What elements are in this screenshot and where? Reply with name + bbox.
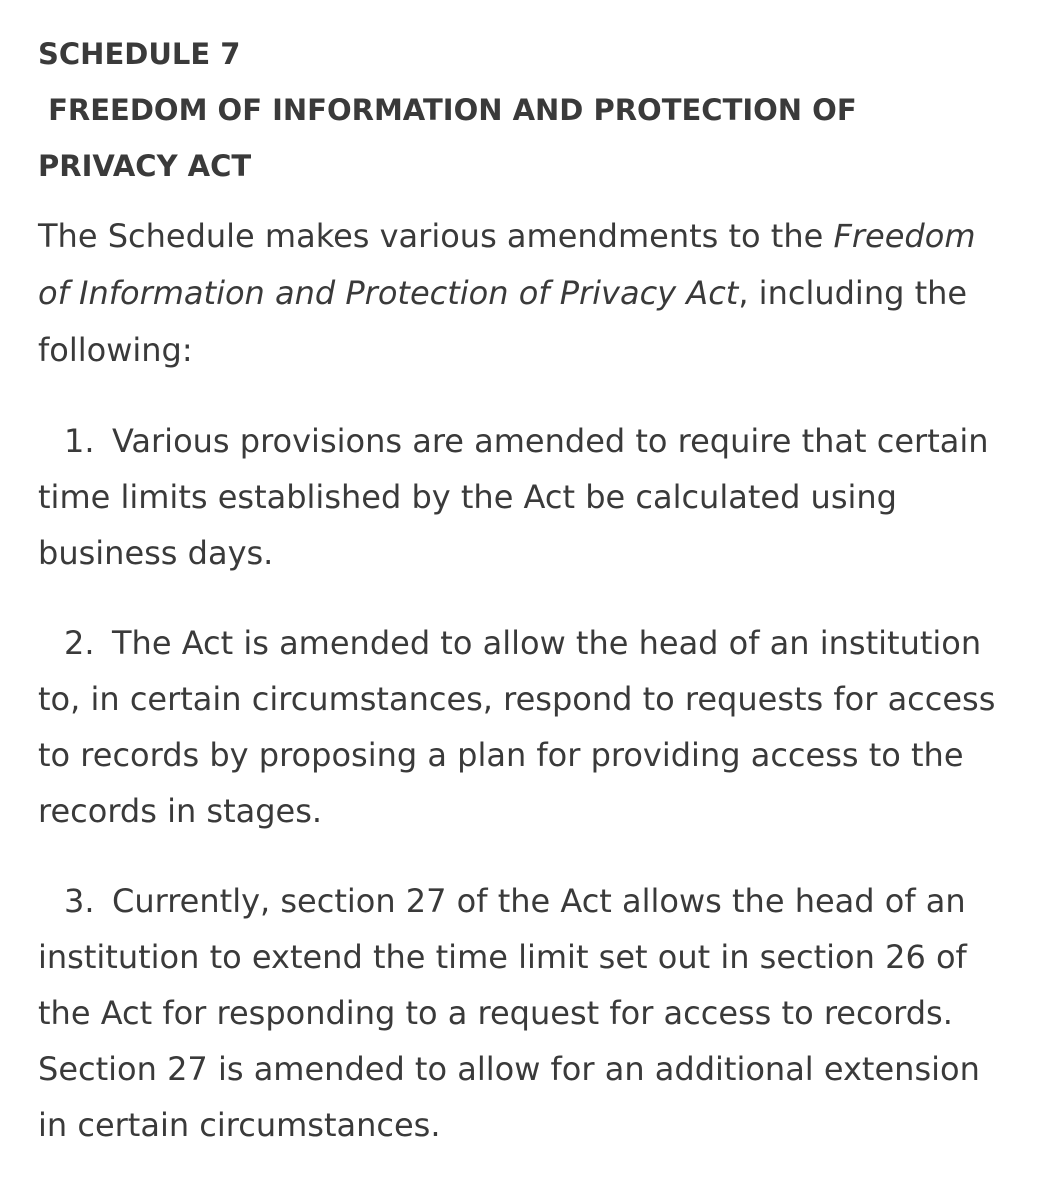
intro-paragraph [38, 208, 1008, 379]
list-item-text: The Act is amended to allow the head of an institution to, in certain circumstances, respond to requests for access to records by proposing a plan for providing access to the records in stages. [38, 624, 996, 830]
intro-text-after: , including the following: [38, 274, 968, 369]
amendments-list [38, 413, 1008, 1153]
list-item-text: Currently, section 27 of the Act allows the head of an institution to extend the time limit set out in section 26 of the Act for responding to a request for access to records. Section 27 is amended to allow for an additional extension in certain circumstances. [38, 882, 980, 1144]
list-item-number: 3. [64, 882, 95, 920]
list-item [38, 873, 1008, 1153]
heading-line-act-name: FREEDOM OF INFORMATION AND PROTECTION OF [38, 93, 857, 127]
schedule-heading [38, 26, 1008, 194]
list-item-text: Various provisions are amended to require that certain time limits established by the Act be calculated using business days. [38, 422, 989, 572]
list-item [38, 413, 1008, 581]
intro-text-before: The Schedule makes various amendments to the [38, 217, 834, 255]
list-item-number: 1. [64, 422, 95, 460]
heading-line-act-name-continued: PRIVACY ACT [38, 149, 252, 183]
act-title: Freedom of Information and Protection of Privacy Act [38, 217, 976, 312]
heading-line-schedule-number: SCHEDULE 7 [38, 37, 241, 71]
list-item [38, 615, 1008, 839]
list-item-number: 2. [64, 624, 95, 662]
